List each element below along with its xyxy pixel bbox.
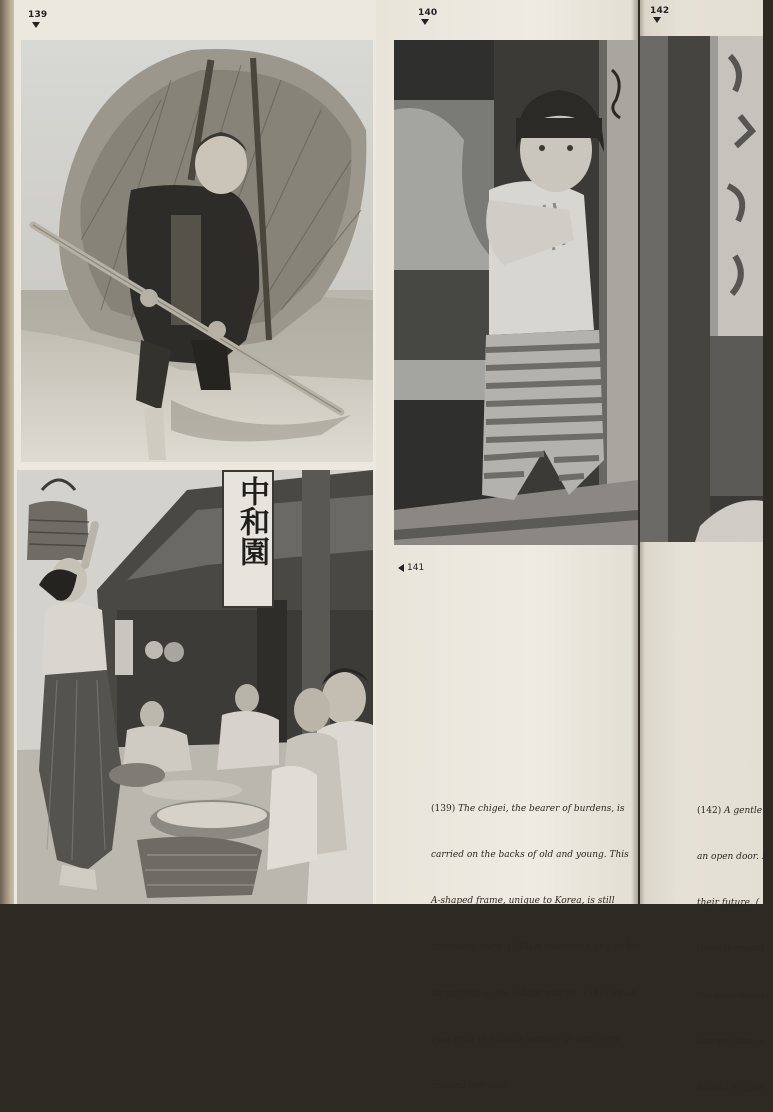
caption-line: (142) A gentle: [697, 805, 763, 816]
caption-line: eyes gaze in curious wonder at strangers: [431, 1034, 620, 1045]
market-sign: [222, 470, 274, 608]
caption-line: carried on the backs of old and young. This: [431, 850, 629, 861]
photo-child-in-doorway: [394, 40, 638, 545]
caption-line: the busy housew: [697, 990, 773, 1001]
caption-line: A-shaped frame, unique to Korea, is still: [431, 896, 615, 907]
caption-line: bargaining in the village market. (141) Small: [431, 988, 637, 999]
photo-boy-carrying-chigei: [21, 40, 373, 462]
photo-141-reference: [398, 563, 424, 573]
caption-photo-142: [697, 773, 773, 1112]
photo-partial-right-page: [640, 36, 763, 542]
caption-line: their future. (: [697, 898, 760, 909]
page-number-left: 139: [28, 10, 48, 20]
photo-141-reference-number: 141: [407, 563, 425, 573]
caption-line: passing her way.: [431, 1081, 507, 1092]
market-sign-text: 中和園: [234, 476, 269, 566]
caption-line: Competition is: [697, 1036, 764, 1047]
photo-village-market: [17, 470, 373, 904]
page-marker-middle-icon: [421, 19, 429, 25]
page-marker-right-icon: [653, 17, 661, 23]
caption-line: (139) The chigei, the bearer of burdens, is: [431, 803, 625, 814]
page-number-middle: 140: [418, 8, 438, 18]
page-marker-left-icon: [32, 22, 40, 28]
caption-line: heated hagglin: [697, 1083, 766, 1094]
caption-line: an open door. F: [697, 852, 769, 863]
caption-line: there is organi: [697, 944, 765, 955]
caption-photos-139-141: [431, 771, 642, 1110]
arrow-left-icon: [398, 564, 404, 572]
page-number-right: 142: [650, 6, 670, 16]
caption-line: commonly used. (140) A housewife begins her: [431, 942, 642, 953]
